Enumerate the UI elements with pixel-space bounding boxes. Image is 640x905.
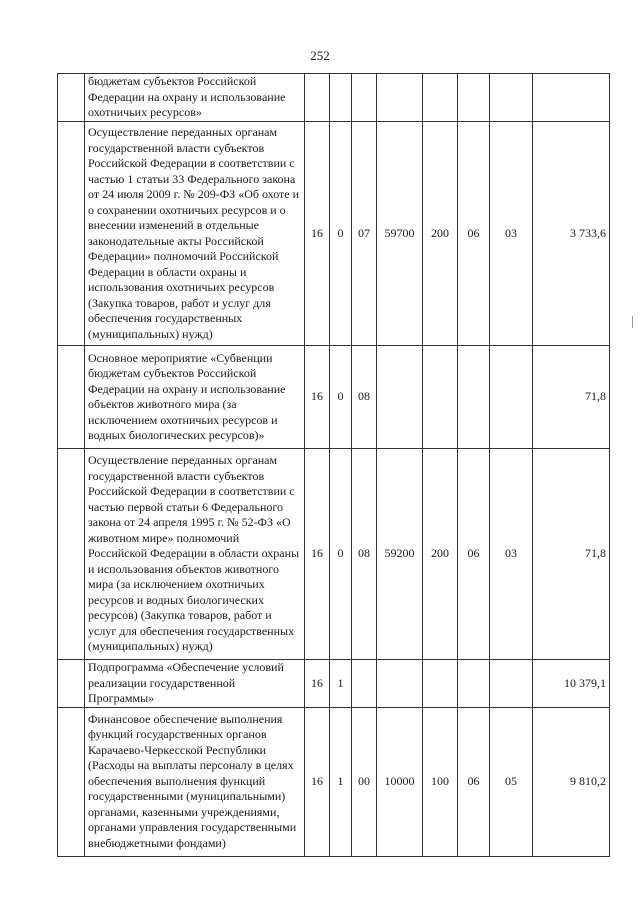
row-code-4: 10000 (377, 707, 423, 856)
row-code-5: 200 (423, 122, 458, 346)
row-code-1: 16 (305, 346, 330, 449)
row-code-4 (377, 660, 423, 708)
table-row (58, 346, 610, 449)
row-code-6: 06 (458, 449, 490, 660)
row-code-4 (377, 346, 423, 449)
row-code-4: 59200 (377, 449, 423, 660)
row-code-3: 07 (352, 122, 377, 346)
row-code-3: 00 (352, 707, 377, 856)
row-amount (533, 74, 610, 122)
row-code-6 (458, 74, 490, 122)
table-row (58, 449, 610, 660)
row-code-7 (490, 74, 533, 122)
row-blank-cell (58, 449, 85, 660)
row-code-5: 100 (423, 707, 458, 856)
row-code-7: 03 (490, 122, 533, 346)
table-row (58, 707, 610, 856)
row-code-2: 0 (330, 449, 352, 660)
row-code-1 (305, 74, 330, 122)
row-blank-cell (58, 74, 85, 122)
row-code-1: 16 (305, 449, 330, 660)
row-code-4: 59700 (377, 122, 423, 346)
row-blank-cell (58, 346, 85, 449)
row-code-2: 0 (330, 122, 352, 346)
row-code-3 (352, 74, 377, 122)
row-description: Подпрограмма «Обеспечение условий реализации государственной Программы» (85, 660, 305, 708)
row-description: Осуществление переданных органам государственной власти субъектов Российской Федерации в соответствии с частью первой статьи 6 Федерального закона от 24 апреля 1995 г. № 52-ФЗ «О животном мире» полномочий Российской Федерации в области охраны и использования объектов животного мира (за исключением охотничьих ресурсов и водных биологических ресурсов) (Закупка товаров, работ и услуг для обеспечения государственных (муниципальных) нужд) (85, 449, 305, 660)
row-amount: 71,8 (533, 346, 610, 449)
row-code-2 (330, 74, 352, 122)
row-code-6 (458, 660, 490, 708)
page-number: 252 (310, 48, 330, 63)
row-blank-cell (58, 122, 85, 346)
row-blank-cell (58, 707, 85, 856)
row-blank-cell (58, 660, 85, 708)
table-row (58, 660, 610, 708)
row-description: Осуществление переданных органам государственной власти субъектов Российской Федерации в соответствии с частью 1 статьи 33 Федерального закона от 24 июля 2009 г. № 209-ФЗ «Об охоте и о сохранении охотничьих ресурсов и о внесении изменений в отдельные законодательные акты Российской Федерации» полномочий Российской Федерации в области охраны и использования охотничьих ресурсов (Закупка товаров, работ и услуг для обеспечения государственных (муниципальных) нужд) (85, 122, 305, 346)
table-row (58, 122, 610, 346)
row-code-7: 03 (490, 449, 533, 660)
row-code-5 (423, 346, 458, 449)
row-code-4 (377, 74, 423, 122)
row-code-2: 0 (330, 346, 352, 449)
budget-table (57, 73, 610, 857)
row-code-5 (423, 74, 458, 122)
row-code-2: 1 (330, 707, 352, 856)
row-code-2: 1 (330, 660, 352, 708)
row-code-7 (490, 660, 533, 708)
row-code-3: 08 (352, 449, 377, 660)
row-description: бюджетам субъектов Российской Федерации на охрану и использование охотничьих ресурсов» (85, 74, 305, 122)
row-code-1: 16 (305, 707, 330, 856)
row-code-1: 16 (305, 122, 330, 346)
row-code-3: 08 (352, 346, 377, 449)
row-code-5 (423, 660, 458, 708)
row-description: Финансовое обеспечение выполнения функций государственных органов Карачаево-Черкесской Республики (Расходы на выплаты персоналу в целях обеспечения выполнения функций государственными (муниципальными) органами, казенными учреждениями, органами управления государственными внебюджетными фондами) (85, 707, 305, 856)
row-amount: 3 733,6 (533, 122, 610, 346)
row-amount: 71,8 (533, 449, 610, 660)
row-code-6 (458, 346, 490, 449)
row-code-7 (490, 346, 533, 449)
row-description: Основное мероприятие «Субвенции бюджетам субъектов Российской Федерации на охрану и использование объектов животного мира (за исключением охотничьих ресурсов и водных биологических ресурсов)» (85, 346, 305, 449)
row-code-7: 05 (490, 707, 533, 856)
row-amount: 10 379,1 (533, 660, 610, 708)
table-row (58, 74, 610, 122)
row-amount: 9 810,2 (533, 707, 610, 856)
row-code-6: 06 (458, 707, 490, 856)
row-code-3 (352, 660, 377, 708)
row-code-5: 200 (423, 449, 458, 660)
row-code-6: 06 (458, 122, 490, 346)
scan-edge-mark (632, 316, 633, 328)
row-code-1: 16 (305, 660, 330, 708)
